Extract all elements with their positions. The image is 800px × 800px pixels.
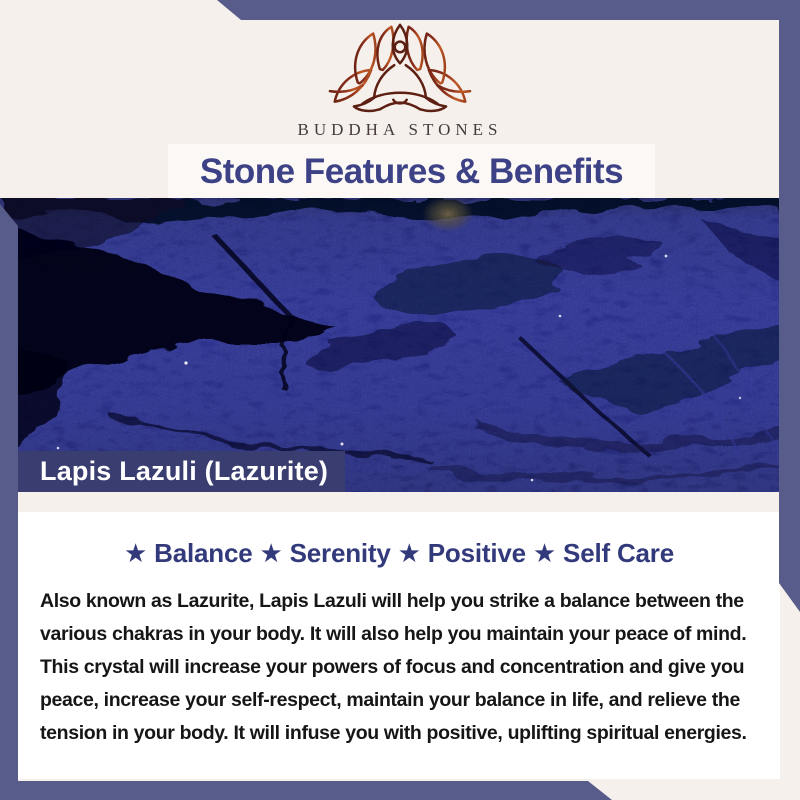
brand-block xyxy=(0,22,800,140)
section-title-band xyxy=(168,144,655,200)
lotus-meditation-icon xyxy=(325,22,475,118)
brand-name: BUDDHA STONES xyxy=(297,120,503,139)
benefits-panel xyxy=(18,512,780,779)
description-text: Also known as Lazurite, Lapis Lazuli will help you strike a balance between the various chakras in your body. It will also help you maintain your peace of mind. This crystal will increase your powers of focus and concentration and give you peace, increase your self-respect, maintain your balance in life, and relieve the tension in your body. It will infuse you with positive, uplifting spiritual energies. xyxy=(40,590,747,744)
stone-photo xyxy=(0,198,800,492)
benefit-tags-line: ★ Balance ★ Serenity ★ Positive ★ Self Care xyxy=(124,538,674,568)
ribbon-bottom xyxy=(0,781,612,800)
section-title: Stone Features & Benefits xyxy=(199,152,624,191)
ribbon-top xyxy=(217,0,800,20)
photo-label: Lapis Lazuli (Lazurite) xyxy=(0,451,345,492)
